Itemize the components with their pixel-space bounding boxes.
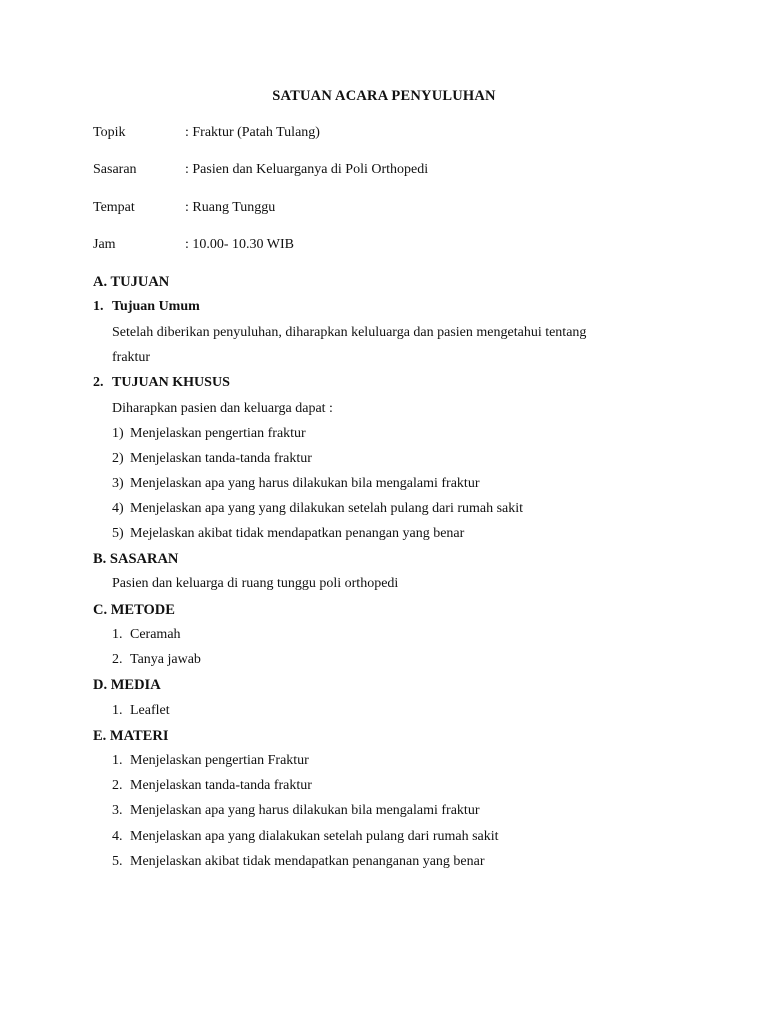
tujuan-umum-heading: Tujuan Umum [112, 299, 200, 314]
list-item-number: 1. [112, 627, 123, 642]
document-title: SATUAN ACARA PENYULUHAN [272, 88, 496, 104]
tujuan-umum-number: 1. [93, 299, 104, 314]
list-item-number: 4) [112, 501, 124, 516]
list-item: Menjelaskan apa yang dialakukan setelah pulang dari rumah sakit [130, 829, 499, 844]
info-value-sasaran: : Pasien dan Keluarganya di Poli Orthopedi [185, 162, 429, 177]
list-item: Menjelaskan akibat tidak mendapatkan penanganan yang benar [130, 854, 485, 869]
list-item: Menjelaskan apa yang yang dilakukan setelah pulang dari rumah sakit [130, 501, 524, 516]
info-label-topik: Topik [93, 125, 126, 140]
section-heading-metode: C. METODE [93, 602, 175, 618]
list-item-number: 5. [112, 854, 123, 869]
info-label-jam: Jam [93, 237, 116, 252]
list-item: Menjelaskan pengertian Fraktur [130, 753, 309, 768]
section-heading-tujuan: A. TUJUAN [93, 274, 170, 290]
tujuan-khusus-intro: Diharapkan pasien dan keluarga dapat : [112, 401, 333, 416]
tujuan-khusus-heading: TUJUAN KHUSUS [112, 375, 230, 390]
list-item-number: 4. [112, 829, 123, 844]
list-item-number: 1) [112, 426, 124, 441]
list-item-number: 3. [112, 803, 123, 818]
list-item: Tanya jawab [130, 652, 201, 667]
tujuan-umum-text-line1: Setelah diberikan penyuluhan, diharapkan keluluarga dan pasien mengetahui tentang [112, 325, 587, 340]
list-item-number: 2. [112, 652, 123, 667]
list-item-number: 5) [112, 526, 124, 541]
sasaran-text: Pasien dan keluarga di ruang tunggu poli orthopedi [112, 576, 399, 591]
list-item-number: 2) [112, 451, 124, 466]
list-item: Leaflet [130, 703, 170, 718]
tujuan-umum-text-line2: fraktur [112, 350, 151, 365]
list-item: Menjelaskan apa yang harus dilakukan bila mengalami fraktur [130, 803, 480, 818]
info-value-topik: : Fraktur (Patah Tulang) [185, 125, 320, 140]
list-item: Mejelaskan akibat tidak mendapatkan penangan yang benar [130, 526, 465, 541]
list-item-number: 2. [112, 778, 123, 793]
list-item: Menjelaskan tanda-tanda fraktur [130, 451, 312, 466]
info-label-tempat: Tempat [93, 200, 135, 215]
list-item-number: 3) [112, 476, 124, 491]
list-item: Menjelaskan pengertian fraktur [130, 426, 306, 441]
list-item: Menjelaskan apa yang harus dilakukan bila mengalami fraktur [130, 476, 480, 491]
info-value-tempat: : Ruang Tunggu [185, 200, 276, 215]
info-label-sasaran: Sasaran [93, 162, 137, 177]
list-item-number: 1. [112, 753, 123, 768]
list-item: Menjelaskan tanda-tanda fraktur [130, 778, 312, 793]
section-heading-sasaran: B. SASARAN [93, 551, 179, 567]
section-heading-materi: E. MATERI [93, 728, 169, 744]
info-value-jam: : 10.00- 10.30 WIB [185, 237, 295, 252]
section-heading-media: D. MEDIA [93, 677, 161, 693]
list-item-number: 1. [112, 703, 123, 718]
tujuan-khusus-number: 2. [93, 375, 104, 390]
list-item: Ceramah [130, 627, 181, 642]
